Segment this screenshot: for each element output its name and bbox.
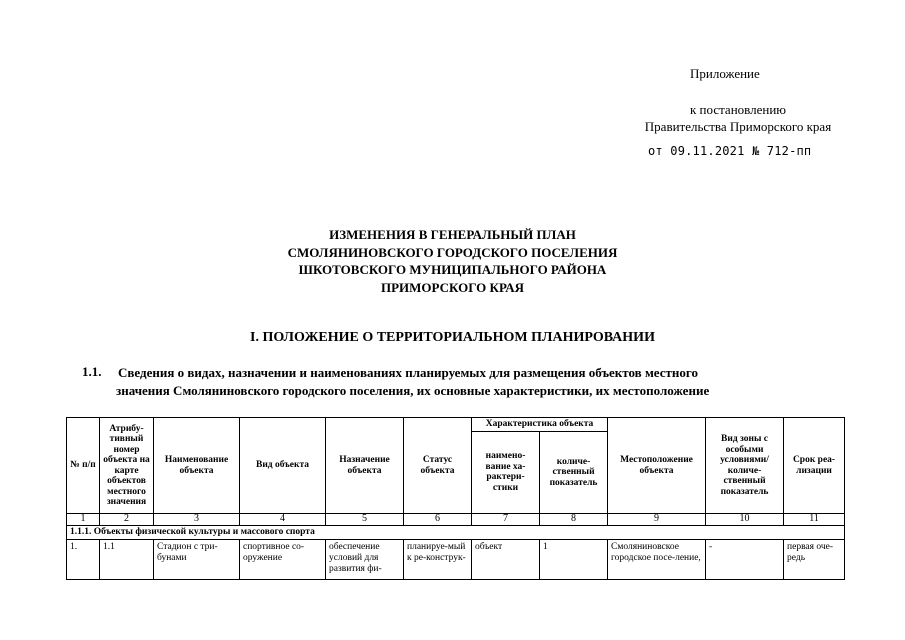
cell-zone: - <box>706 539 784 579</box>
header-char-name: наимено-вание ха-рактери-стики <box>472 431 540 514</box>
cell-status: планируе-мый к ре-конструк- <box>404 539 472 579</box>
section-title: I. ПОЛОЖЕНИЕ О ТЕРРИТОРИАЛЬНОМ ПЛАНИРОВАНИИ <box>250 330 655 345</box>
header-char-value: количе-ственный показатель <box>540 431 608 514</box>
planned-objects-table <box>66 417 845 580</box>
column-number: 11 <box>784 514 845 526</box>
cell-term: первая оче-редь <box>784 539 845 579</box>
document-title-line: ПРИМОРСКОГО КРАЯ <box>380 279 525 295</box>
document-title-line: ШКОТОВСКОГО МУНИЦИПАЛЬНОГО РАЙОНА <box>298 262 607 277</box>
header-status: Статус объекта <box>404 418 472 514</box>
appendix-government-line: Правительства Приморского края <box>644 119 832 134</box>
appendix-title: Приложение <box>690 66 760 81</box>
document-title-line: ИЗМЕНЕНИЯ В ГЕНЕРАЛЬНЫЙ ПЛАН <box>329 227 576 242</box>
header-attr-number: Атрибу-тивный номер объекта на карте объектов местного значения <box>100 418 154 514</box>
table-row <box>67 539 845 579</box>
column-number: 1 <box>67 514 100 526</box>
appendix-date: от 09.11.2021 № 712-пп <box>648 144 812 158</box>
column-number: 10 <box>706 514 784 526</box>
cell-num: 1. <box>67 539 100 579</box>
table-section-row <box>67 525 845 539</box>
column-number: 5 <box>326 514 404 526</box>
column-number: 6 <box>404 514 472 526</box>
appendix-resolution-line: к постановлению <box>689 102 787 117</box>
cell-char-value: 1 <box>540 539 608 579</box>
section-label: 1.1.1. Объекты физической культуры и массового спорта <box>67 525 845 539</box>
column-numbers-row <box>67 514 845 526</box>
document-title-line: СМОЛЯНИНОВСКОГО ГОРОДСКОГО ПОСЕЛЕНИЯ <box>287 244 618 260</box>
cell-location: Смоляниновское городское посе-ление, <box>608 539 706 579</box>
cell-name: Стадион с три-бунами <box>154 539 240 579</box>
subsection-number: 1.1. <box>82 364 102 379</box>
column-number: 9 <box>608 514 706 526</box>
header-type: Вид объекта <box>240 418 326 514</box>
table-header-row <box>67 418 845 432</box>
cell-purpose: обеспечение условий для развития фи- <box>326 539 404 579</box>
header-zone: Вид зоны с особыми условиями/ количе-ственный показатель <box>706 418 784 514</box>
cell-char-name: объект <box>472 539 540 579</box>
header-purpose: Назначение объекта <box>326 418 404 514</box>
header-num: № п/п <box>67 418 100 514</box>
column-number: 3 <box>154 514 240 526</box>
subsection-title-line: Сведения о видах, назначении и наименованиях планируемых для размещения объектов местного <box>118 365 698 380</box>
column-number: 7 <box>472 514 540 526</box>
cell-type: спортивное со-оружение <box>240 539 326 579</box>
header-characteristics: Характеристика объекта <box>472 418 608 432</box>
subsection-title <box>118 364 858 400</box>
header-name: Наименование объекта <box>154 418 240 514</box>
subsection-title-line: значения Смоляниновского городского поселения, их основные характеристики, их местоположение <box>116 383 710 398</box>
header-term: Срок реа-лизации <box>784 418 845 514</box>
header-location: Местоположение объекта <box>608 418 706 514</box>
document-title <box>0 226 905 296</box>
column-number: 8 <box>540 514 608 526</box>
column-number: 4 <box>240 514 326 526</box>
column-number: 2 <box>100 514 154 526</box>
cell-attr: 1.1 <box>100 539 154 579</box>
